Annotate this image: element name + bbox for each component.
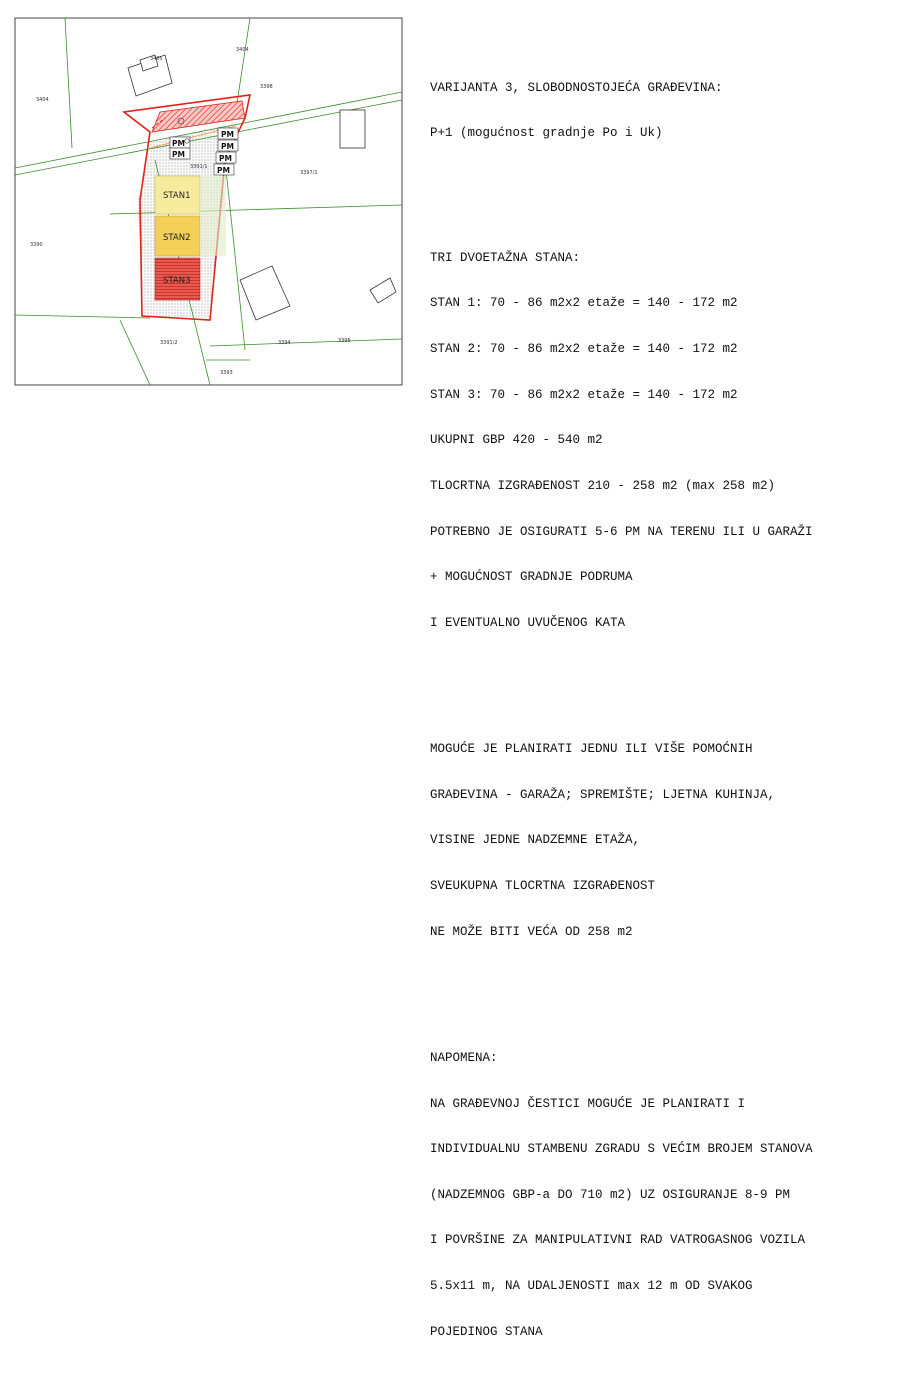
- parcel-3398: 3398: [260, 84, 273, 90]
- note-line: VARIJANTA 3, SLOBODNOSTOJEĆA GRAĐEVINA:: [430, 80, 723, 95]
- parcel-3404-top: 3404: [236, 47, 249, 53]
- parcel-3394: 3394: [278, 340, 291, 346]
- parcel-3391-2: 3391/2: [160, 340, 178, 346]
- parcel-3395: 3395: [338, 338, 351, 344]
- note-line: NE MOŽE BITI VEĆA OD 258 m2: [430, 924, 633, 939]
- note-line: SVEUKUPNA TLOCRTNA IZGRAĐENOST: [430, 878, 656, 893]
- note-line: I EVENTUALNO UVUČENOG KATA: [430, 615, 626, 630]
- note-line: P+1 (mogućnost gradnje Po i Uk): [430, 126, 663, 141]
- note-line: 5.5x11 m, NA UDALJENOSTI max 12 m OD SVAKOG: [430, 1279, 753, 1294]
- note-line: VISINE JEDNE NADZEMNE ETAŽA,: [430, 833, 641, 848]
- pm-label: PM: [221, 130, 234, 139]
- note-line: GRAĐEVINA - GARAŽA; SPREMIŠTE; LJETNA KUHINJA,: [430, 787, 776, 802]
- parcel-3404-left: 3404: [36, 97, 49, 103]
- apartments-block: [430, 220, 910, 661]
- note-line: STAN 2: 70 - 86 m2x2 etaže = 140 - 172 m2: [430, 342, 738, 357]
- variant-heading-block: [430, 50, 910, 172]
- pm-label: PM: [219, 154, 232, 163]
- note-line: INDIVIDUALNU STAMBENU ZGRADU S VEĆIM BROJEM STANOVA: [430, 1142, 813, 1157]
- note-line: (NADZEMNOG GBP-a DO 710 m2) UZ OSIGURANJE 8-9 PM: [430, 1187, 791, 1202]
- note-line: STAN 3: 70 - 86 m2x2 etaže = 140 - 172 m2: [430, 387, 738, 402]
- note-line: NAPOMENA:: [430, 1051, 498, 1065]
- note-line: POTREBNO JE OSIGURATI 5-6 PM NA TERENU ILI U GARAŽI: [430, 524, 813, 539]
- note-line: TRI DVOETAŽNA STANA:: [430, 250, 581, 265]
- parcel-3405: 3405: [150, 56, 163, 62]
- note-line: + MOGUĆNOST GRADNJE PODRUMA: [430, 570, 633, 585]
- pm-label: PM: [217, 166, 230, 175]
- parcel-3397-1: 3397/1: [300, 170, 318, 176]
- side-yard: [200, 176, 226, 256]
- remark-block: [430, 1021, 910, 1371]
- auxiliary-buildings-block: [430, 712, 910, 970]
- parcel-3393: 3393: [220, 370, 233, 376]
- stan3-label: STAN3: [163, 276, 191, 286]
- note-line: MOGUĆE JE PLANIRATI JEDNU ILI VIŠE POMOĆNIH: [430, 742, 753, 757]
- note-line: STAN 1: 70 - 86 m2x2 etaže = 140 - 172 m2: [430, 296, 738, 311]
- note-line: UKUPNI GBP 420 - 540 m2: [430, 433, 603, 448]
- note-line: I POVRŠINE ZA MANIPULATIVNI RAD VATROGASNOG VOZILA: [430, 1233, 806, 1248]
- stan2-label: STAN2: [163, 233, 191, 243]
- pm-label: PM: [172, 150, 185, 159]
- pm-label: PM: [221, 142, 234, 151]
- notes-panel: [430, 20, 910, 1393]
- note-line: POJEDINOG STANA: [430, 1324, 543, 1339]
- note-line: NA GRAĐEVNOJ ČESTICI MOGUĆE JE PLANIRATI I: [430, 1096, 746, 1111]
- note-line: TLOCRTNA IZGRAĐENOST 210 - 258 m2 (max 258 m2): [430, 478, 776, 493]
- site-plan-drawing: [0, 0, 410, 469]
- stan1-label: STAN1: [163, 191, 191, 201]
- pm-label: PM: [172, 139, 185, 148]
- parcel-3390: 3390: [30, 242, 43, 248]
